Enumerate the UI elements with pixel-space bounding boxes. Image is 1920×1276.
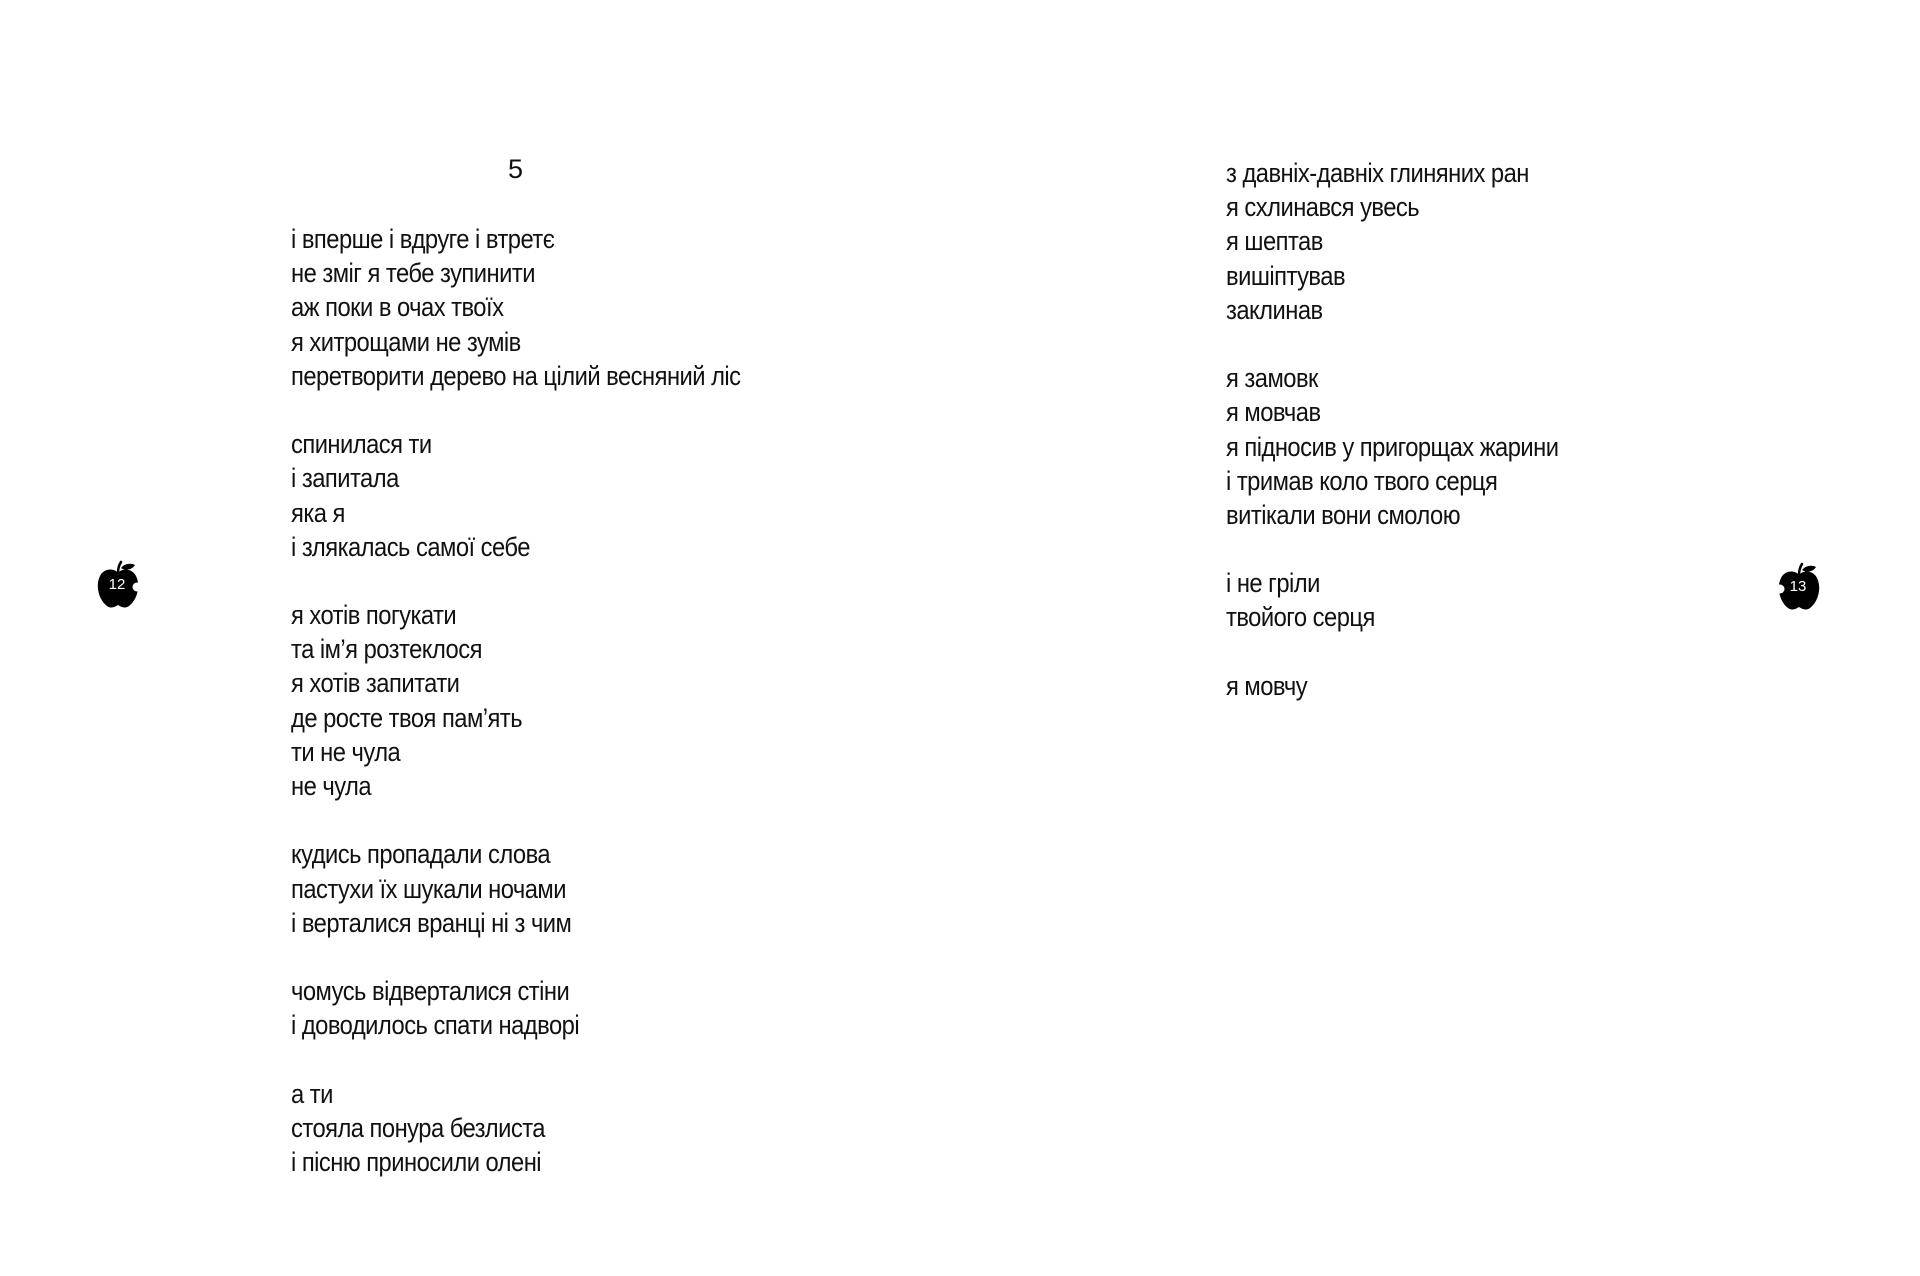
poem-line: і не гріли — [1226, 568, 1320, 599]
poem-line: і вперше і вдруге і втретє — [291, 224, 555, 254]
poem-line: і тримав коло твого серця — [1226, 465, 1498, 496]
left-page-poem — [291, 222, 741, 1213]
stanza — [1226, 361, 1559, 532]
poem-line: я хитрощами не зумів — [291, 326, 521, 357]
poem-line: і запитала — [291, 463, 399, 494]
right-page-poem — [1226, 156, 1559, 737]
poem-line: я шептав — [1226, 226, 1323, 257]
poem-line: і пісню приносили олені — [291, 1147, 542, 1178]
stanza — [291, 427, 741, 564]
stanza — [291, 1077, 741, 1180]
page-number: 12 — [108, 576, 126, 593]
poem-line: кудись пропадали слова — [291, 839, 551, 870]
poem-line: пастухи їх шукали ночами — [291, 873, 566, 904]
stanza — [1226, 566, 1559, 634]
poem-line: я схлинався увесь — [1226, 192, 1420, 223]
poem-line: та ім’я розтеклося — [291, 634, 482, 665]
poem-line: вишіптував — [1226, 260, 1346, 291]
page-number: 13 — [1789, 578, 1807, 595]
poem-line: перетворити дерево на цілий весняний ліс — [291, 360, 741, 391]
poem-line: і доводилось спати надворі — [291, 1010, 580, 1041]
poem-line: ти не чула — [291, 736, 401, 767]
poem-line: не зміг я тебе зупинити — [291, 258, 535, 289]
stanza — [1226, 669, 1559, 703]
poem-line: не чула — [291, 771, 372, 801]
stanza — [291, 974, 741, 1042]
poem-line: я хотів запитати — [291, 668, 460, 699]
page-number-marker-right — [1773, 562, 1825, 614]
poem-line: твойого серця — [1226, 602, 1375, 633]
poem-line: а ти — [291, 1078, 333, 1109]
poem-line: аж поки в очах твоїх — [291, 292, 504, 323]
stanza — [291, 598, 741, 803]
stanza — [291, 837, 741, 940]
poem-line: я підносив у пригорщах жарини — [1226, 431, 1559, 462]
poem-line: спинилася ти — [291, 429, 432, 460]
poem-line: і верталися вранці ні з чим — [291, 907, 572, 938]
poem-line: де росте твоя пам’ять — [291, 702, 523, 733]
poem-line: я замовк — [1226, 363, 1318, 394]
poem-line: з давніх-давніх глиняних ран — [1226, 158, 1529, 188]
poem-line: і злякалась самої себе — [291, 531, 530, 562]
poem-line: стояла понура безлиста — [291, 1112, 546, 1143]
poem-line: я мовчу — [1226, 670, 1308, 701]
poem-line: я мовчав — [1226, 397, 1321, 428]
page-number-marker-left — [92, 560, 144, 612]
poem-line: витікали вони смолою — [1226, 499, 1461, 530]
poem-line: чомусь відверталися стіни — [291, 976, 570, 1007]
stanza — [1226, 156, 1559, 327]
poem-line: я хотів погукати — [291, 600, 457, 631]
poem-line: заклинав — [1226, 294, 1323, 325]
poem-number: 5 — [508, 154, 524, 184]
poem-line: яка я — [291, 497, 345, 528]
stanza — [291, 222, 741, 393]
